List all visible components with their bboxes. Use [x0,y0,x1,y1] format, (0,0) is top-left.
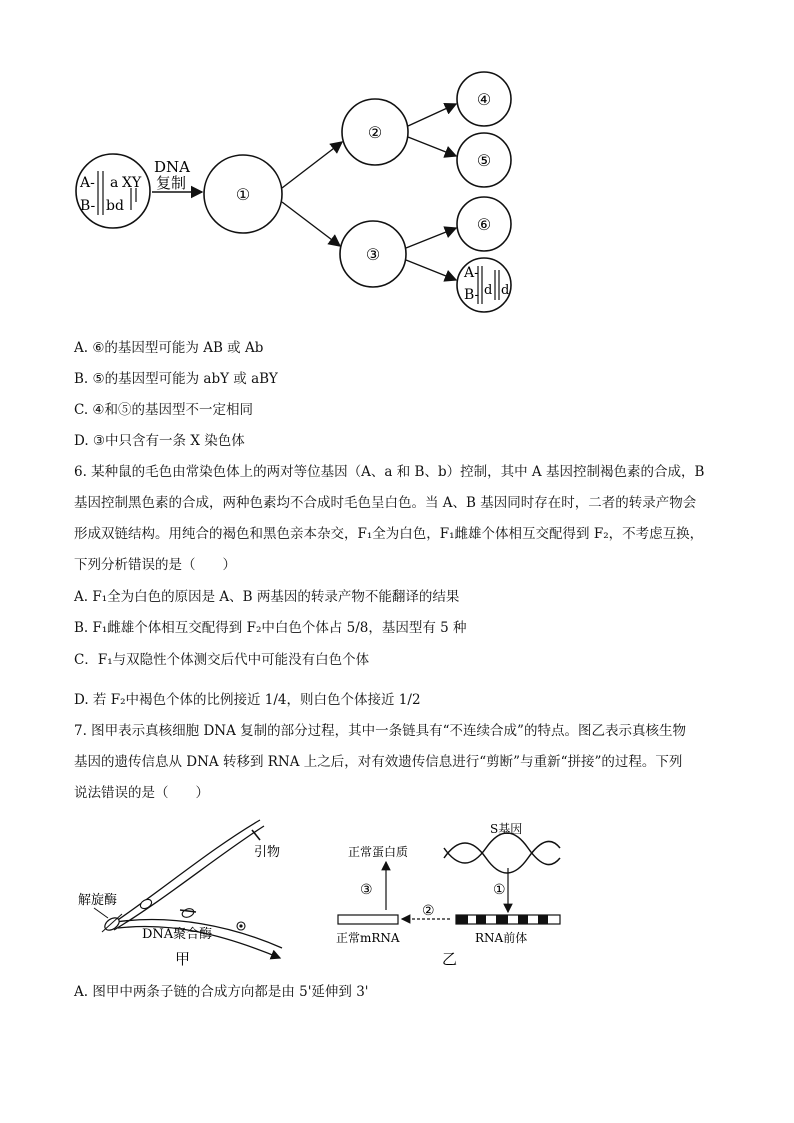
q6-option-c: C．F₁与双隐性个体测交后代中可能没有白色个体 [74,652,370,668]
q6-stem-line: 下列分析错误的是（ ） [74,557,236,573]
q5-option-b: B. ⑤的基因型可能为 abY 或 aBY [74,371,278,387]
figure-jia-caption: 甲 [175,950,191,968]
polymerase-label: DNA聚合酶 [142,927,213,942]
q5-option-c: C. ④和⑤的基因型不一定相同 [74,402,254,418]
cell-5-label: ⑤ [476,151,492,170]
svg-text:A-: A- [80,175,95,191]
s-gene-label: S基因 [490,822,523,836]
q7-stem-line: 基因的遗传信息从 DNA 转移到 RNA 上之后，对有效遗传信息进行“剪断”与重新“拼接”的过程。下列 [74,754,683,770]
meiosis-figure [70,70,550,320]
q5-option-d: D. ③中只含有一条 X 染色体 [74,433,245,449]
q6-stem [74,457,734,581]
svg-text:A-: A- [464,265,479,281]
q6-option-a: A. F₁全为白色的原因是 A、B 两基因的转录产物不能翻译的结果 [74,589,460,605]
svg-text:d: d [484,283,493,298]
cell-2-label: ② [367,123,383,142]
copy-label: 复制 [156,174,187,192]
cell-3-label: ③ [365,245,381,264]
start-cell [76,154,150,228]
q6-stem-line: 形成双链结构。用纯合的褐色和黑色亲本杂交，F₁全为白色，F₁雌雄个体相互交配得到 F₂，不考虑互换， [74,526,704,542]
figure-yi-caption: 乙 [442,950,458,968]
rna-precursor-bar [456,915,560,924]
q7-option-a: A. 图甲中两条子链的合成方向都是由 5'延伸到 3' [74,984,369,1000]
protein-label: 正常蛋白质 [348,845,409,859]
figure-jia [72,818,312,968]
q6-option-b: B. F₁雌雄个体相互交配得到 F₂中白色个体占 5/8，基因型有 5 种 [74,620,467,636]
cell-6-label: ⑥ [476,215,492,234]
step-1-label: ① [493,882,506,898]
q5-option-a: A. ⑥的基因型可能为 AB 或 Ab [74,340,264,356]
figure-yi [330,818,570,970]
primer-label: 引物 [254,845,281,860]
mrna-bar [338,915,398,924]
q7-stem-line: 7. 图甲表示真核细胞 DNA 复制的部分过程，其中一条链具有“不连续合成”的特点。图乙表示真核生物 [74,723,686,739]
svg-text:a: a [110,175,119,191]
q7-stem-line: 说法错误的是（ ） [74,785,209,801]
mrna-label: 正常mRNA [336,931,400,945]
svg-text:B-: B- [464,287,480,303]
step-3-label: ③ [360,882,373,898]
end-cell [457,258,511,312]
dna-label: DNA [154,158,190,176]
q6-stem-line: 基因控制黑色素的合成，两种色素均不合成时毛色呈白色。当 A、B 基因同时存在时，二者的转录产物会 [74,495,697,511]
cell-1-label: ① [235,185,251,204]
svg-text:d: d [501,283,510,298]
svg-text:bd: bd [106,198,124,214]
q6-stem-line: 6. 某种鼠的毛色由常染色体上的两对等位基因（A、a 和 B、b）控制，其中 A 基因控制褐色素的合成，B [74,464,705,480]
svg-text:B-: B- [80,198,96,214]
precursor-label: RNA前体 [475,931,528,945]
step-2-label: ② [422,903,435,919]
q6-option-d: D. 若 F₂中褐色个体的比例接近 1/4，则白色个体接近 1/2 [74,692,421,708]
q7-stem [74,716,734,809]
cell-4-label: ④ [476,90,492,109]
helicase-label: 解旋酶 [78,893,118,908]
svg-text:XY: XY [122,175,142,191]
